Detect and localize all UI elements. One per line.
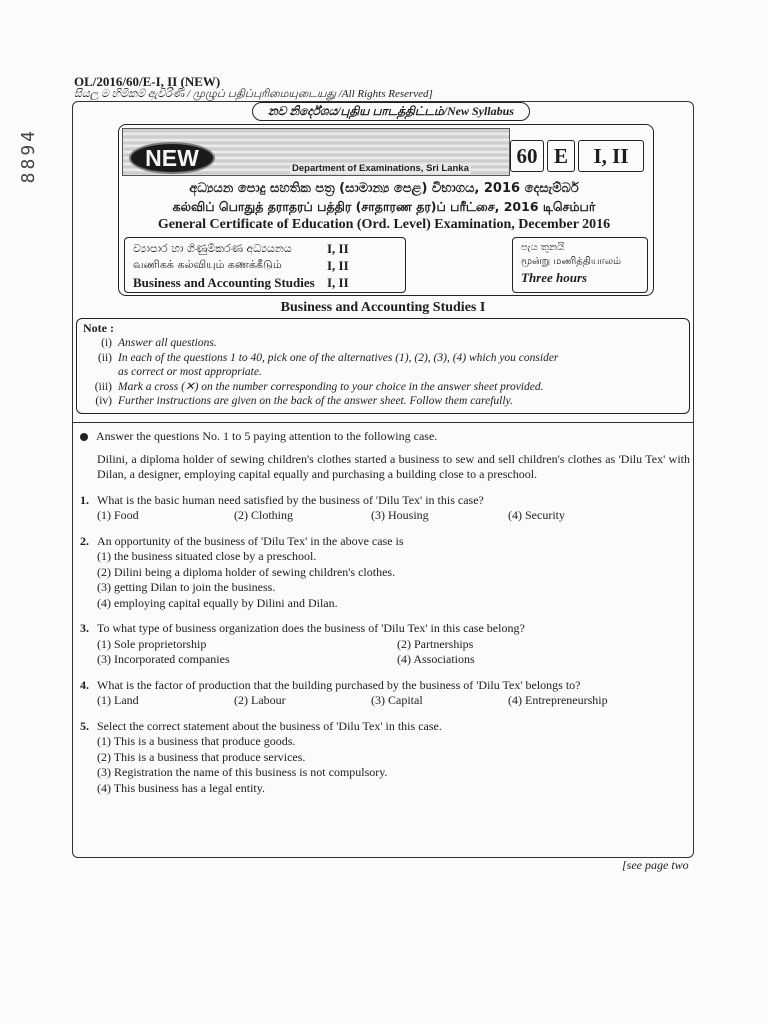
question-content xyxy=(80,429,690,796)
option: (1) Land xyxy=(97,693,139,707)
question xyxy=(80,493,690,524)
option: (4) Security xyxy=(508,508,565,522)
question xyxy=(80,534,690,612)
note-item xyxy=(83,336,683,351)
time-box xyxy=(512,237,648,293)
note-item-text: as correct or most appropriate. xyxy=(118,366,262,378)
question-number: 3. xyxy=(80,621,89,635)
subject-box xyxy=(124,237,406,293)
note-item-number: (iv) xyxy=(95,395,112,407)
time-sinhala: පැය තුනයි xyxy=(521,242,565,253)
bullet-icon xyxy=(80,433,88,441)
subject-name: Business and Accounting Studies xyxy=(133,274,315,290)
question-stem: Select the correct statement about the business of 'Dilu Tex' in this case. xyxy=(97,718,442,733)
rights-reserved: සියලු ම හිමිකම් ඇවිරිණි / முழுப் பதிப்புரிமையுடையது /All Rights Reserved] xyxy=(74,88,433,100)
note-item-text: Answer all questions. xyxy=(118,337,217,349)
divider xyxy=(72,422,694,423)
option: (4) This business has a legal entity. xyxy=(97,780,265,795)
option: (1) the business situated close by a preschool. xyxy=(97,549,317,563)
option: (3) getting Dilan to join the business. xyxy=(97,580,276,594)
paper-number-box xyxy=(510,140,644,172)
note-box xyxy=(76,318,690,414)
section-title: Business and Accounting Studies I xyxy=(280,300,486,315)
option: (2) Clothing xyxy=(234,508,293,522)
question xyxy=(80,678,690,709)
question-stem: What is the factor of production that the building purchased by the business of 'Dilu Tex' belongs to? xyxy=(97,677,581,692)
option: (3) Registration the name of this business is not compulsory. xyxy=(97,765,388,779)
option: (3) Capital xyxy=(371,693,423,707)
question-number: 4. xyxy=(80,677,89,692)
question-stem: An opportunity of the business of 'Dilu Tex' in the above case is xyxy=(97,533,404,548)
option: (1) Sole proprietorship xyxy=(97,636,207,651)
case-text: Dilini, a diploma holder of sewing children's clothes started a business to sew and sell children's clothes as 'Dilu Tex' with Dilan, a designer, employing capital equally and purchasing a building close to a preschool. xyxy=(97,451,690,481)
handwritten-number: 8894 xyxy=(18,128,39,184)
subject-row xyxy=(133,257,397,274)
new-logo: NEW xyxy=(129,142,215,174)
option: (2) Partnerships xyxy=(397,636,474,651)
case-instruction-text: Answer the questions No. 1 to 5 paying attention to the following case. xyxy=(96,429,438,443)
question-number: 5. xyxy=(80,718,89,733)
subject-name: வணிகக் கல்வியும் கணக்கீடும் xyxy=(133,258,282,271)
department-name: Department of Examinations, Sri Lanka xyxy=(292,163,469,174)
option: (2) Dilini being a diploma holder of sewing children's clothes. xyxy=(97,564,396,579)
question xyxy=(80,719,690,797)
question-number: 1. xyxy=(80,492,89,507)
exam-title xyxy=(124,180,644,234)
question-number: 2. xyxy=(80,533,89,548)
case-instruction xyxy=(80,429,690,445)
option: (4) Associations xyxy=(397,652,475,666)
syllabus-badge: නව නිර්දේශය/புதிய பாடத்திட்டம்/New Syllabus xyxy=(252,102,530,121)
subject-paper: I, II xyxy=(327,274,349,290)
note-item xyxy=(83,380,683,395)
note-item xyxy=(83,351,683,366)
see-page-two: [see page two xyxy=(622,858,689,872)
time-tamil: மூன்று மணித்தியாலம் xyxy=(521,256,622,267)
note-item-number: (iii) xyxy=(94,380,112,393)
option: (3) Housing xyxy=(371,508,429,522)
option: (1) This is a business that produce goods. xyxy=(97,734,296,748)
question-stem: What is the basic human need satisfied by the business of 'Dilu Tex' in this case? xyxy=(97,492,484,507)
exam-title-tamil: கல்விப் பொதுத் தராதரப் பத்திர (சாதாரண தர)ப் பரீட்சை, 2016 டிசெம்பர் xyxy=(172,199,596,214)
note-item xyxy=(83,394,683,409)
paper-code: OL/2016/60/E-I, II (NEW) xyxy=(74,74,221,89)
exam-title-sinhala: අධ්‍යයන පොදු සහතික පත්‍ර (සාමාන්‍ය පෙළ) විභාගය, 2016 දෙසැම්බර් xyxy=(189,181,579,196)
paper-number: 60 xyxy=(510,140,544,172)
option: (3) Incorporated companies xyxy=(97,652,230,666)
question-stem: To what type of business organization does the business of 'Dilu Tex' in this case belong? xyxy=(97,621,525,635)
note-item-number: (i) xyxy=(101,337,112,349)
subject-paper: I, II xyxy=(327,257,349,273)
note-item-text: In each of the questions 1 to 40, pick one of the alternatives (1), (2), (3), (4) which you consider xyxy=(118,351,559,364)
subject-paper: I, II xyxy=(327,240,349,256)
note-item-text: Mark a cross (✕) on the number corresponding to your choice in the answer sheet provided. xyxy=(118,380,544,393)
option: (4) Entrepreneurship xyxy=(508,693,608,707)
subject-row xyxy=(133,274,397,291)
note-item xyxy=(83,365,683,380)
subject-name: ව්‍යාපාර හා ගිණුම්කරණ අධ්‍යයනය xyxy=(133,241,292,255)
exam-title-english: General Certificate of Education (Ord. Level) Examination, December 2016 xyxy=(157,217,611,232)
question xyxy=(80,621,690,668)
paper-language: E xyxy=(547,140,575,172)
note-item-number xyxy=(83,365,118,380)
time-english: Three hours xyxy=(521,270,588,285)
option: (1) Food xyxy=(97,508,139,522)
paper-parts: I, II xyxy=(578,140,644,172)
note-item-number: (ii) xyxy=(97,351,112,364)
subject-row xyxy=(133,240,397,257)
option: (4) employing capital equally by Dilini and Dilan. xyxy=(97,595,338,610)
option: (2) This is a business that produce services. xyxy=(97,749,306,764)
note-label: Note : xyxy=(83,321,114,335)
option: (2) Labour xyxy=(234,693,286,707)
note-item-text: Further instructions are given on the back of the answer sheet. Follow them carefully. xyxy=(118,395,513,407)
